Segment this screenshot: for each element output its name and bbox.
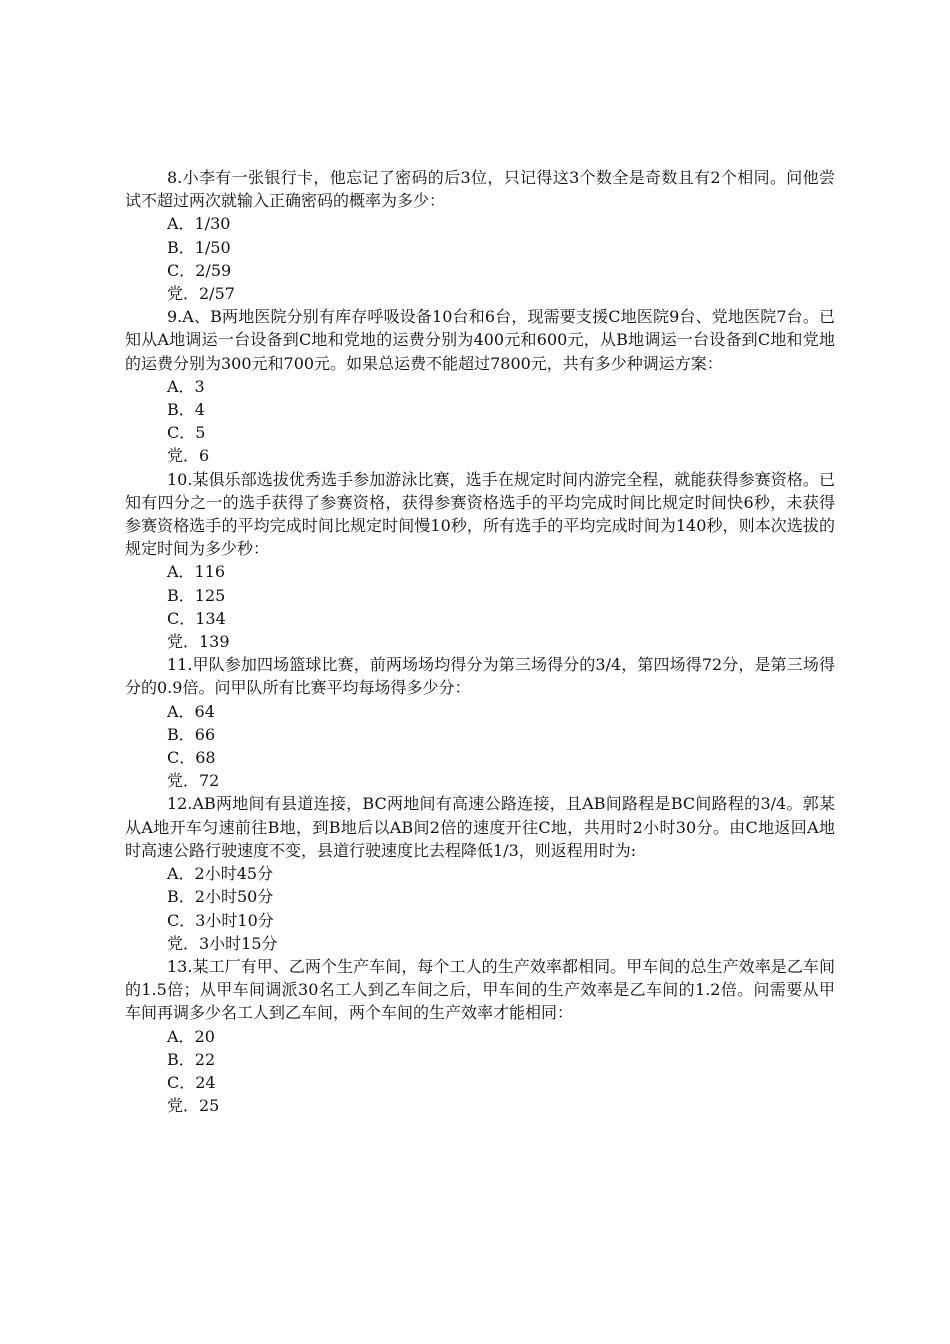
option-d: 党．2/57 xyxy=(167,284,235,304)
question-block xyxy=(125,653,835,792)
option-a: A．116 xyxy=(167,562,226,582)
question-stem: 12.AB两地间有县道连接，BC两地间有高速公路连接，且AB间路程是BC间路程的3/4。郭某从A地开车匀速前往B地，到B地后以AB间2倍的速度开往C地，共用时2小时30分。由C地返回A地时高速公路行驶速度不变，县道行驶速度比去程降低1/3，则返程用时为: xyxy=(125,794,835,860)
question-stem: 10.某俱乐部选拔优秀选手参加游泳比赛，选手在规定时间内游完全程，就能获得参赛资格。已知有四分之一的选手获得了参赛资格，获得参赛资格选手的平均完成时间比规定时间快6秒，未获得参赛资格选手的平均完成时间比规定时间慢10秒，所有选手的平均完成时间为140秒，则本次选拔的规定时间为多少秒： xyxy=(125,469,835,559)
option-a: A．2小时45分 xyxy=(167,864,274,884)
option-a: A．1/30 xyxy=(167,214,231,234)
question-block xyxy=(125,792,835,954)
option-c: C．134 xyxy=(167,608,226,628)
option-d: 党．3小时15分 xyxy=(167,933,278,953)
option-a: A．3 xyxy=(167,376,205,396)
option-c: C．68 xyxy=(167,748,216,768)
option-d: 党．72 xyxy=(167,771,220,791)
option-a: A．20 xyxy=(167,1026,215,1046)
option-c: C．3小时10分 xyxy=(167,910,274,930)
question-stem: 8.小李有一张银行卡，他忘记了密码的后3位，只记得这3个数全是奇数且有2个相同。问他尝试不超过两次就输入正确密码的概率为多少： xyxy=(125,168,835,211)
option-c: C．2/59 xyxy=(167,260,232,280)
option-b: B．66 xyxy=(167,724,216,744)
question-stem: 11.甲队参加四场篮球比赛，前两场场均得分为第三场得分的3/4，第四场得72分，是第三场得分的0.9倍。问甲队所有比赛平均每场得多少分： xyxy=(125,655,835,698)
option-b: B．1/50 xyxy=(167,237,231,257)
option-d: 党．139 xyxy=(167,632,230,652)
question-block xyxy=(125,468,835,654)
question-block xyxy=(125,166,835,305)
question-block xyxy=(125,305,835,467)
option-b: B．22 xyxy=(167,1049,216,1069)
question-stem: 9.A、B两地医院分别有库存呼吸设备10台和6台，现需要支援C地医院9台、党地医院7台。已知从A地调运一台设备到C地和党地的运费分别为400元和600元，从B地调运一台设备到C地和党地的运费分别为300元和700元。如果总运费不能超过7800元，共有多少种调运方案： xyxy=(125,307,835,373)
question-block xyxy=(125,955,835,1117)
document-body xyxy=(125,166,835,1117)
option-b: B．2小时50分 xyxy=(167,887,274,907)
option-c: C．5 xyxy=(167,423,206,443)
option-c: C．24 xyxy=(167,1072,216,1092)
option-d: 党．25 xyxy=(167,1096,220,1116)
option-a: A．64 xyxy=(167,701,215,721)
option-b: B．125 xyxy=(167,585,226,605)
question-stem: 13.某工厂有甲、乙两个生产车间，每个工人的生产效率都相同。甲车间的总生产效率是乙车间的1.5倍；从甲车间调派30名工人到乙车间之后，甲车间的生产效率是乙车间的1.2倍。问需要从甲车间再调多少名工人到乙车间，两个车间的生产效率才能相同： xyxy=(125,956,835,1023)
option-b: B．4 xyxy=(167,400,205,420)
option-d: 党．6 xyxy=(167,446,210,466)
